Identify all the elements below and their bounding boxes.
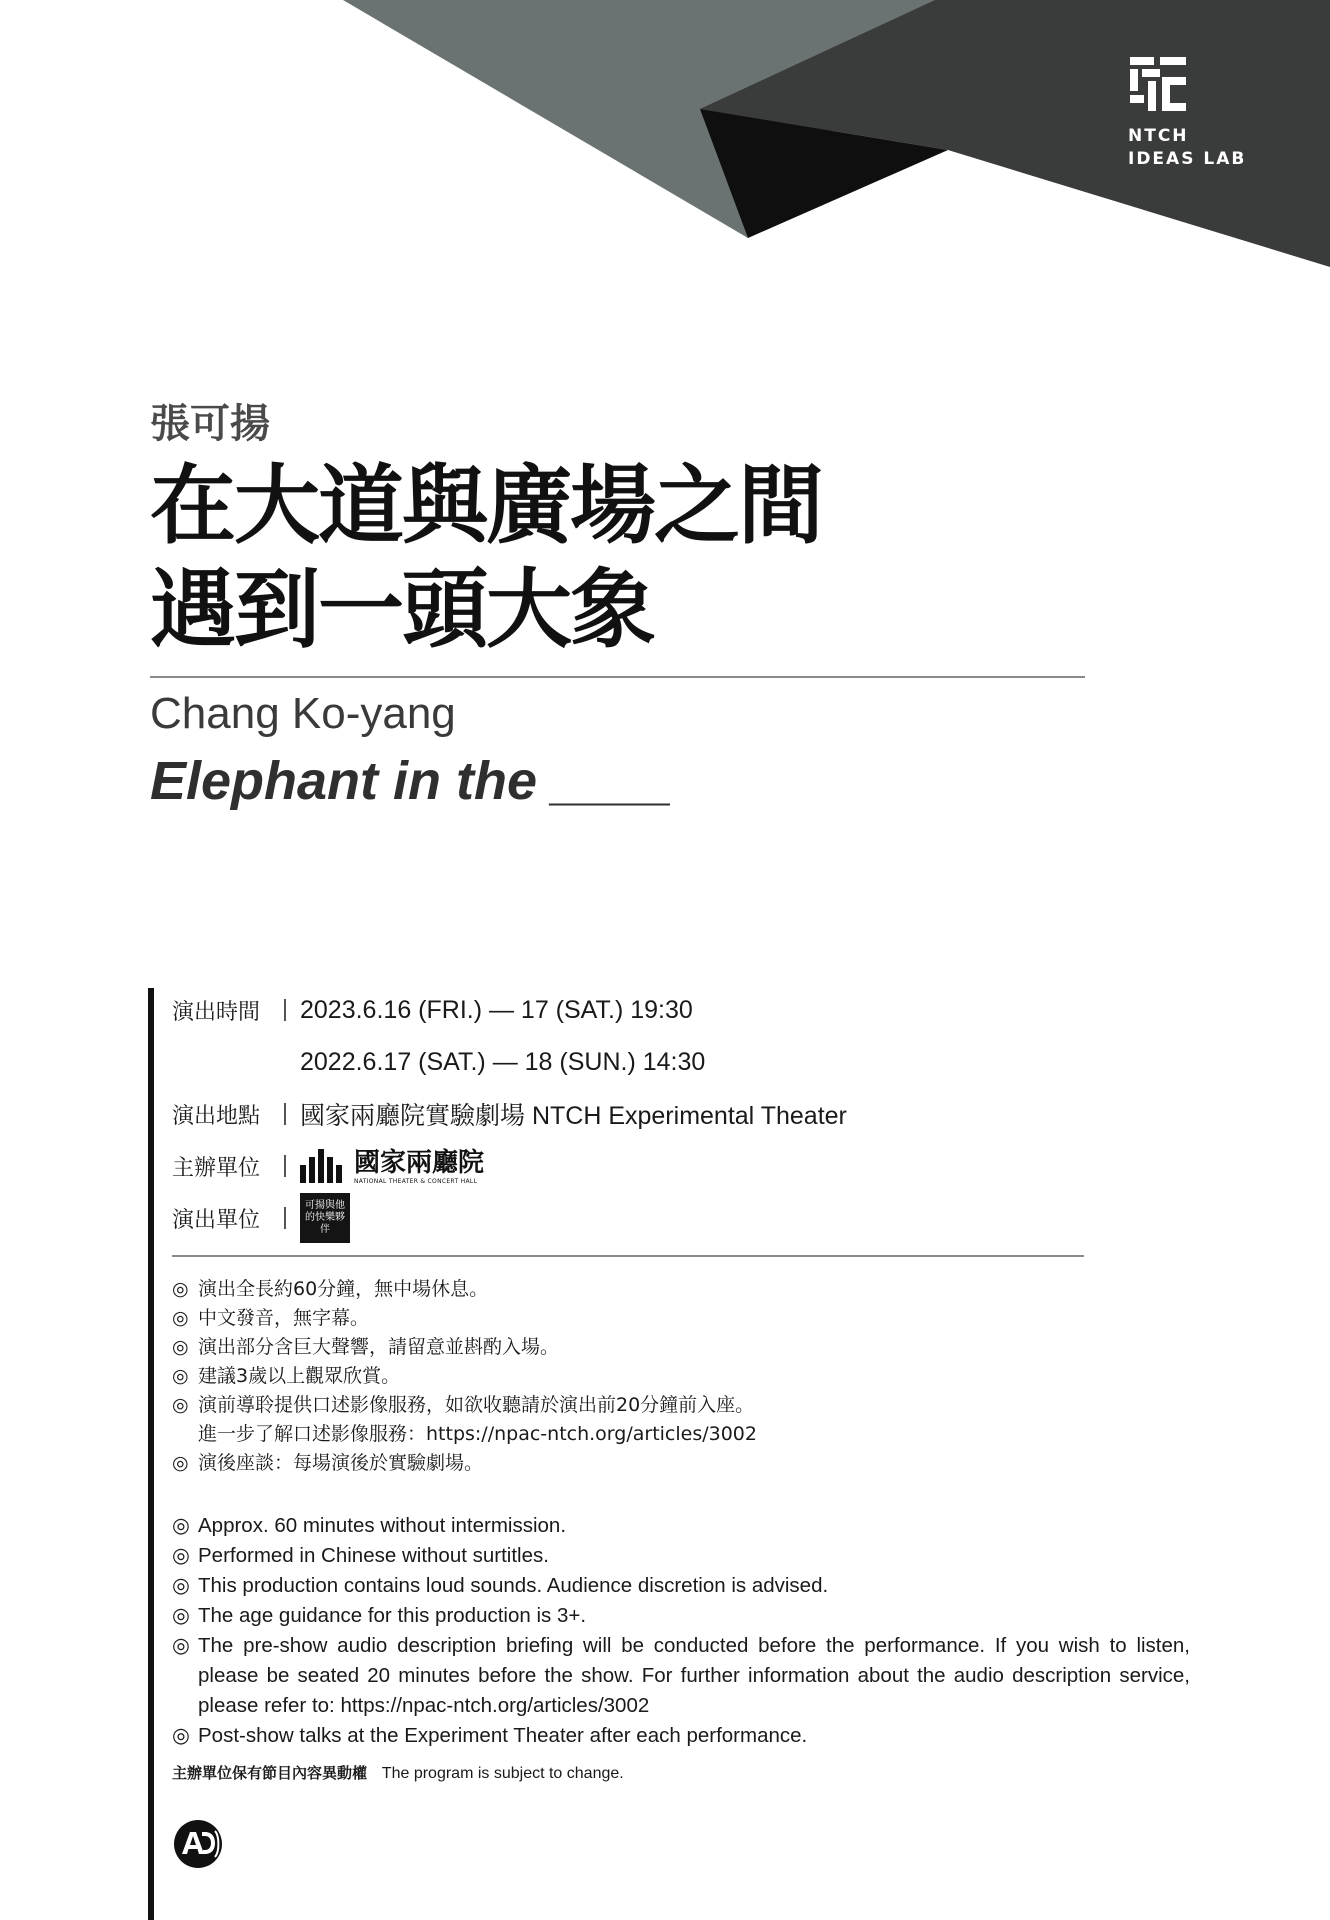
info-value-time-2: 2022.6.17 (SAT.) — 18 (SUN.) 14:30: [300, 1047, 706, 1076]
info-value-time-1: 2023.6.16 (FRI.) — 17 (SAT.) 19:30: [300, 995, 693, 1024]
note-en-loud-sounds: ◎ This production contains loud sounds. Audience discretion is advised.: [172, 1574, 829, 1597]
info-row-organizer: [172, 1140, 1084, 1192]
note-en-age: ◎ The age guidance for this production is 3+.: [172, 1604, 587, 1627]
note-zh-loud-sounds: ◎ 演出部分含巨大聲響，請留意並斟酌入場。: [172, 1336, 560, 1358]
info-label-organizer: 主辦單位: [172, 1155, 261, 1181]
show-title-zh-line-2: 遇到一頭大象: [150, 560, 654, 660]
show-title-en: Elephant in the ____: [150, 751, 673, 811]
info-separator: [284, 999, 286, 1021]
info-separator: [284, 1207, 286, 1229]
info-label-time: 演出時間: [172, 999, 261, 1025]
info-separator: [284, 1155, 286, 1177]
note-en-post-show: ◎ Post-show talks at the Experiment Theater after each performance.: [172, 1724, 808, 1747]
event-info: [172, 984, 1084, 1244]
ntch-ideas-lab-mark-icon: [1128, 55, 1190, 113]
brand-line-ideas-lab: IDEAS LAB: [1128, 149, 1247, 169]
note-en-language: ◎ Performed in Chinese without surtitles.: [172, 1544, 549, 1567]
note-zh-audio-description-link: 進一步了解口述影像服務：https://npac-ntch.org/articles/3002: [198, 1423, 757, 1445]
note-en-audio-description: ◎ The pre-show audio description briefing will be conducted before the performance. If you wish to listen, please be seated 20 minutes before the show. For further information about the audio description service, please refer to: https://npac-ntch.org/articles/3002: [172, 1634, 1190, 1717]
brand-line-ntch: NTCH: [1128, 126, 1189, 146]
performer-logo: 可揚與他的快樂夥伴: [300, 1193, 350, 1243]
note-zh-language: ◎ 中文發音，無字幕。: [172, 1307, 370, 1329]
organizer-logo: [300, 1148, 484, 1185]
left-accent-bar: [148, 988, 154, 1920]
note-zh-audio-description: ◎ 演前導聆提供口述影像服務，如欲收聽請於演出前20分鐘前入座。 進一步了解口述影像服務：https://npac-ntch.org/articles/3002: [172, 1391, 1152, 1449]
disclaimer: [172, 1762, 624, 1783]
info-label-venue: 演出地點: [172, 1103, 261, 1129]
notes-en: [172, 1511, 1190, 1751]
note-zh-post-show: ◎ 演後座談：每場演後於實驗劇場。: [172, 1452, 484, 1474]
info-separator: [284, 1103, 286, 1125]
info-label-performer: 演出單位: [172, 1207, 261, 1233]
author-name-zh: 張可揚: [150, 401, 270, 447]
disclaimer-en: The program is subject to change.: [381, 1765, 624, 1782]
info-row-performer: [172, 1192, 1084, 1244]
notes-zh: [172, 1275, 1152, 1478]
show-title-zh-line-1: 在大道與廣場之間: [150, 456, 822, 556]
note-zh-duration: ◎ 演出全長約60分鐘，無中場休息。: [172, 1278, 489, 1300]
note-zh-age: ◎ 建議3歲以上觀眾欣賞。: [172, 1365, 401, 1387]
info-value-venue: 國家兩廳院實驗劇場 NTCH Experimental Theater: [300, 1102, 847, 1130]
organizer-logo-name-zh: 國家兩廳院: [354, 1147, 485, 1178]
title-block: [150, 400, 1085, 816]
info-row-venue: [172, 1088, 1084, 1140]
info-row-time: [172, 984, 1084, 1036]
audio-description-icon: [172, 1818, 224, 1870]
title-divider: [150, 676, 1085, 678]
author-name-en: Chang Ko-yang: [150, 689, 456, 738]
ntch-ideas-lab-logo: [1128, 55, 1258, 171]
organizer-logo-bars-icon: [300, 1149, 342, 1183]
info-divider: [172, 1255, 1084, 1257]
organizer-logo-name-en: NATIONAL THEATER & CONCERT HALL: [354, 1177, 478, 1185]
note-en-duration: ◎ Approx. 60 minutes without intermission.: [172, 1514, 567, 1537]
info-row-time-2: [172, 1036, 1084, 1088]
disclaimer-zh: 主辦單位保有節目內容異動權: [172, 1764, 368, 1782]
show-title-zh: [150, 454, 1085, 662]
